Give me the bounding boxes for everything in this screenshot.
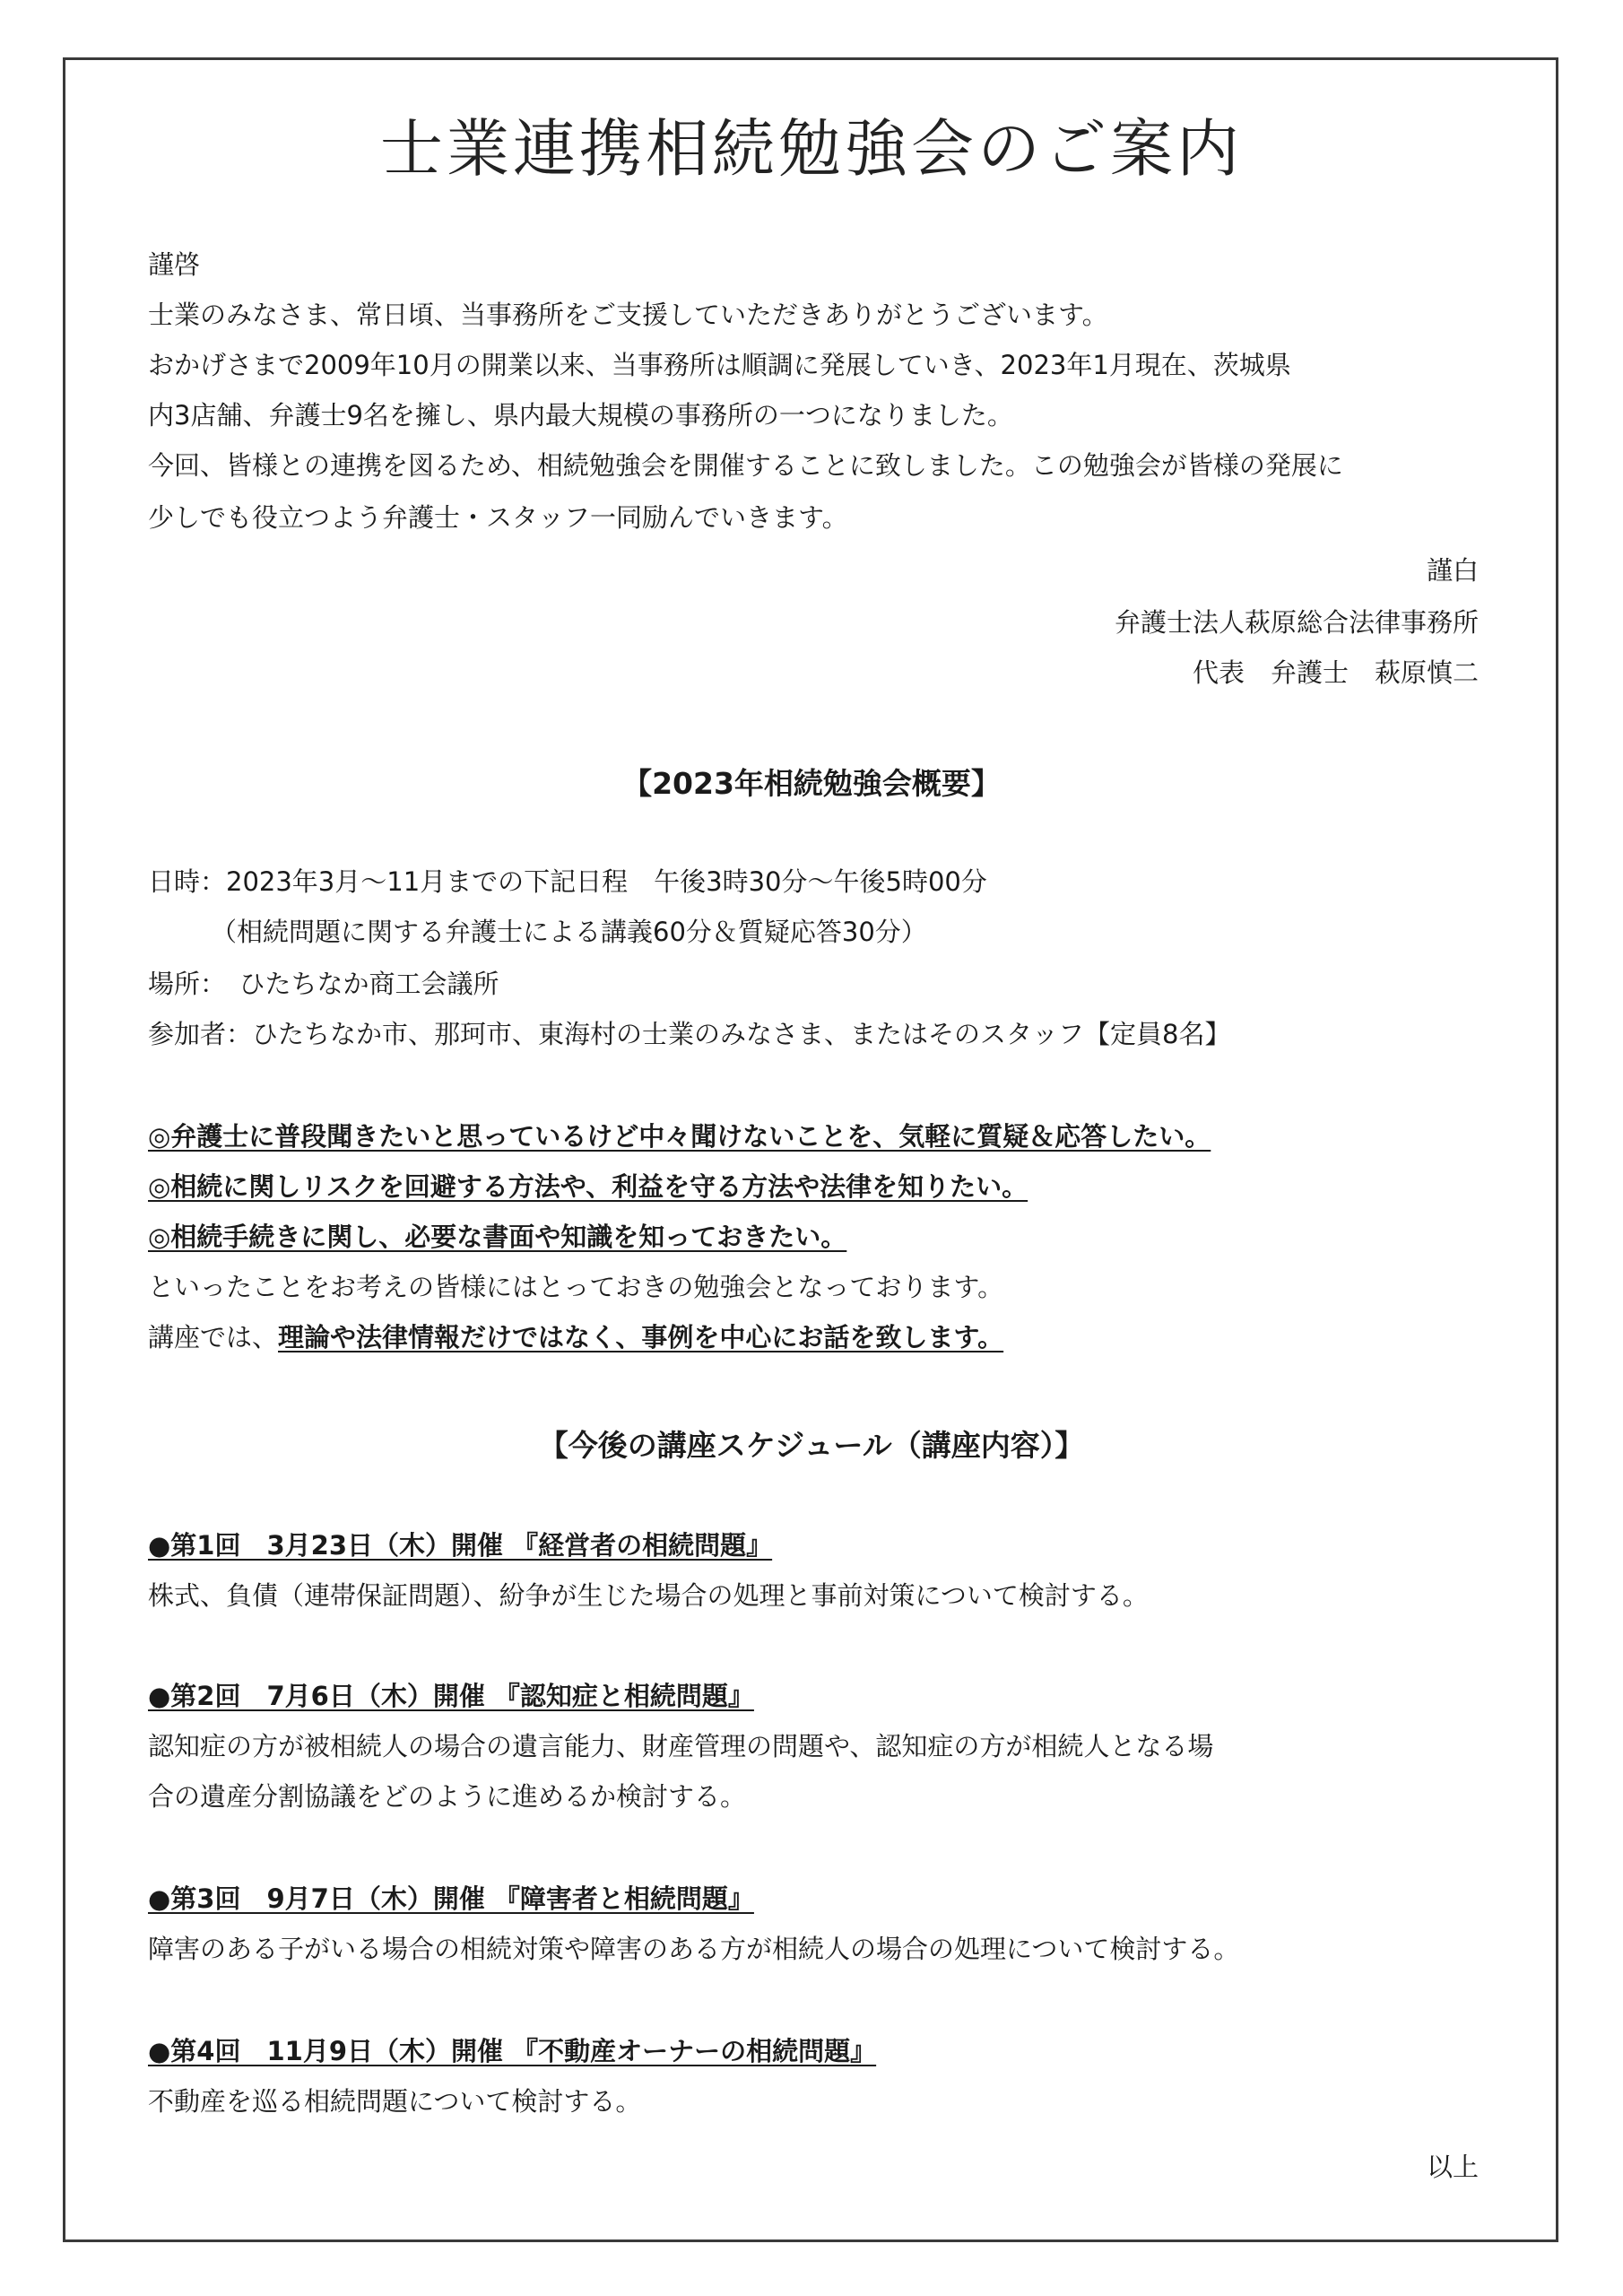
event-datetime: 日時：2023年3月～11月までの下記日程 午後3時30分～午後5時00分 bbox=[148, 866, 987, 897]
event-datetime-note: （相続問題に関する弁護士による講義60分＆質疑応答30分） bbox=[211, 917, 927, 947]
representative: 代表 弁護士 萩原慎二 bbox=[1192, 657, 1479, 688]
letter-paragraph: 士業のみなさま、常日頃、当事務所をご支援していただきありがとうございます。 bbox=[148, 300, 1108, 330]
lecture-prefix: 講座では、 bbox=[148, 1322, 279, 1352]
session-desc: 不動産を巡る相続問題について検討する。 bbox=[148, 2086, 642, 2117]
lecture-text bbox=[148, 1322, 1003, 1353]
firm-name: 弁護士法人萩原総合法律事務所 bbox=[1114, 607, 1479, 638]
session-desc: 認知症の方が被相続人の場合の遺言能力、財産管理の問題や、認知症の方が相続人となる場 bbox=[148, 1731, 1214, 1761]
session-title: ●第2回 7月6日（木）開催 『認知症と相続問題』 bbox=[148, 1681, 754, 1711]
letter-paragraph: 少しでも役立つよう弁護士・スタッフ一同励んでいきます。 bbox=[148, 502, 848, 533]
letter-paragraph: おかげさまで2009年10月の開業以来、当事務所は順調に発展していき、2023年1月現在、茨城県 bbox=[148, 350, 1291, 380]
overview-heading: 【2023年相続勉強会概要】 bbox=[622, 766, 1001, 801]
page-title: 士業連携相続勉強会のご案内 bbox=[380, 112, 1243, 186]
closing: 謹白 bbox=[1426, 555, 1479, 586]
session-title: ●第3回 9月7日（木）開催 『障害者と相続問題』 bbox=[148, 1883, 754, 1914]
summary-text: といったことをお考えの皆様にはとっておきの勉強会となっております。 bbox=[148, 1272, 1004, 1302]
session-desc: 合の遺産分割協議をどのように進めるか検討する。 bbox=[148, 1781, 747, 1812]
letter-paragraph: 今回、皆様との連携を図るため、相続勉強会を開催することに致しました。この勉強会が皆様の発展に bbox=[148, 450, 1343, 481]
point-item: ◎弁護士に普段聞きたいと思っているけど中々聞けないことを、気軽に質疑＆応答したい。 bbox=[148, 1121, 1211, 1152]
lecture-emphasis: 理論や法律情報だけではなく、事例を中心にお話を致します。 bbox=[278, 1322, 1004, 1352]
schedule-heading: 【今後の講座スケジュール（講座内容）】 bbox=[538, 1428, 1085, 1463]
session-title: ●第4回 11月9日（木）開催 『不動産オーナーの相続問題』 bbox=[148, 2036, 877, 2066]
event-place: 場所： ひたちなか商工会議所 bbox=[148, 969, 499, 999]
salutation: 謹啓 bbox=[148, 249, 201, 280]
session-desc: 株式、負債（連帯保証問題）、紛争が生じた場合の処理と事前対策について検討する。 bbox=[148, 1580, 1149, 1611]
event-participants: 参加者：ひたちなか市、那珂市、東海村の士業のみなさま、またはそのスタッフ【定員8名】 bbox=[148, 1019, 1231, 1049]
point-item: ◎相続手続きに関し、必要な書面や知識を知っておきたい。 bbox=[148, 1222, 847, 1252]
point-item: ◎相続に関しリスクを回避する方法や、利益を守る方法や法律を知りたい。 bbox=[148, 1171, 1028, 1202]
session-desc: 障害のある子がいる場合の相続対策や障害のある方が相続人の場合の処理について検討する。 bbox=[148, 1934, 1240, 1964]
end-mark: 以上 bbox=[1426, 2152, 1479, 2182]
session-title: ●第1回 3月23日（木）開催 『経営者の相続問題』 bbox=[148, 1530, 773, 1561]
letter-paragraph: 内3店舗、弁護士9名を擁し、県内最大規模の事務所の一つになりました。 bbox=[148, 400, 1013, 430]
